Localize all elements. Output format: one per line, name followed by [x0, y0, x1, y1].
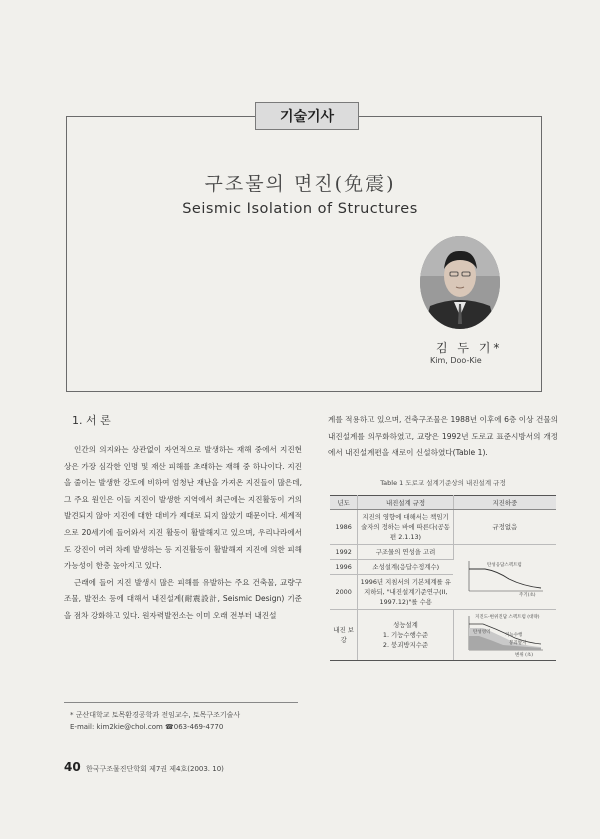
table-header-load: 지진하중: [453, 495, 556, 509]
table-cell-criteria: 1996년 지침서의 기본체계를 유지하되, "내진설계기준연구(II, 1997.12)"를 수용: [358, 574, 453, 609]
footnote-divider: [64, 702, 298, 703]
chart-xlabel: 주기(초): [518, 592, 536, 597]
author-name: 김 두 기*: [436, 341, 503, 355]
article-title-korean: 구조물의 면진(免震): [204, 173, 396, 195]
author-name-english: Kim, Doo-Kie: [430, 356, 482, 365]
table-cell-load: 규정없음: [453, 509, 556, 544]
table-cell-year: 1992: [330, 544, 358, 559]
table-caption: Table 1 도로교 설계기준상의 내진설계 규정: [380, 478, 506, 487]
author-photo: [420, 236, 500, 329]
paragraph-intro-3: 계를 적용하고 있으며, 건축구조물은 1988년 이후에 6층 이상 건물의 내진설계를 의무화하였고, 교량은 1992년 도로교 표준시방서의 개정에서 내진설계편을 새로이 신설하였다(Table 1).: [328, 415, 558, 458]
footnote-affiliation: * 군산대학교 토목환경공학과 전임교수, 토목구조기술사: [70, 711, 241, 719]
table-header-year: 년도: [330, 495, 358, 509]
chart-title: 지진도-변위진답 스펙트럼 (대략): [474, 614, 540, 620]
left-column: [64, 412, 302, 625]
elastic-spectrum-chart: [463, 557, 547, 597]
section-tab: 기술기사: [255, 102, 359, 130]
table-cell-year: 1986: [330, 509, 358, 544]
portrait-icon: [420, 236, 500, 329]
table-cell-criteria: 성능설계 1. 기능수행수준 2. 붕괴방지수준: [358, 609, 453, 660]
table-cell-chart: [453, 609, 556, 660]
table-row: [330, 544, 556, 559]
journal-info: 한국구조물진단학회 제7권 제4호(2003. 10): [86, 765, 224, 773]
chart-xlabel: 변위 (초): [514, 652, 533, 658]
table-cell-year: 2000: [330, 574, 358, 609]
table-cell-year: 내진 보강: [330, 609, 358, 660]
chart-title: 탄성응답스펙트럼: [486, 562, 522, 568]
article-title-english: Seismic Isolation of Structures: [182, 201, 418, 217]
table-cell-criteria: 구조물의 연성을 고려: [358, 544, 453, 559]
paragraph-intro-1: 인간의 의지와는 상관없이 자연적으로 발생하는 재해 중에서 지진현상은 가장 심각한 인명 및 재산 피해를 초래하는 재해 중 하나이다. 지진을 줄이는 발생한 강도에 비하여 엄청난 재난을 가져온 지진들이 많은데, 그 주요 원인은 이들 지진이 발생한 지역에서 최근에는 지진활동이 거의 발견되지 않아 지진에 대한 대비가 제대로 되지 않았기 때문이다. 세계적으로 20세기에 들어와서 지진 활동이 활발해지고 있으며, 우리나라에서도 강진이 여러 차례 발생하는 등 지진활동이 활발해져 지진에 의한 피해 가능성이 한층 높아지고 있다.: [64, 445, 302, 571]
chart-label-operational: 기능수행: [504, 632, 523, 638]
design-code-table: [330, 495, 556, 661]
table-cell-year: 1996: [330, 559, 358, 574]
paragraph-intro-2: 근래에 들어 지진 발생시 많은 피해를 유발하는 주요 건축물, 교량구조물, 발전소 등에 대해서 내진설계(耐震設計, Seismic Design) 기준을 점차 강화하고 있다. 원자력발전소는 이미 오래 전부터 내진설: [64, 577, 302, 620]
table-cell-criteria: 지진의 영향에 대해서는 책임기술자의 정하는 바에 따른다(공동편 2.1.13): [358, 509, 453, 544]
page-number: 40: [64, 760, 81, 774]
chart-label-collapse: 붕괴방지: [508, 640, 527, 646]
table-row: [330, 509, 556, 544]
performance-spectrum-chart: [463, 612, 547, 658]
table-cell-chart: [453, 544, 556, 609]
footnote: [70, 709, 240, 733]
chart-label-elastic: 탄성영역: [472, 629, 491, 635]
table-header-criteria: 내진설계 규정: [358, 495, 453, 509]
right-column: [328, 412, 558, 661]
footnote-contact: E-mail: kim2kie@chol.com ☎063-469-4770: [70, 723, 224, 731]
section-heading: 1. 서 론: [72, 414, 111, 427]
table-row: [330, 609, 556, 660]
table-cell-criteria: 소성설계(응답수정계수): [358, 559, 453, 574]
